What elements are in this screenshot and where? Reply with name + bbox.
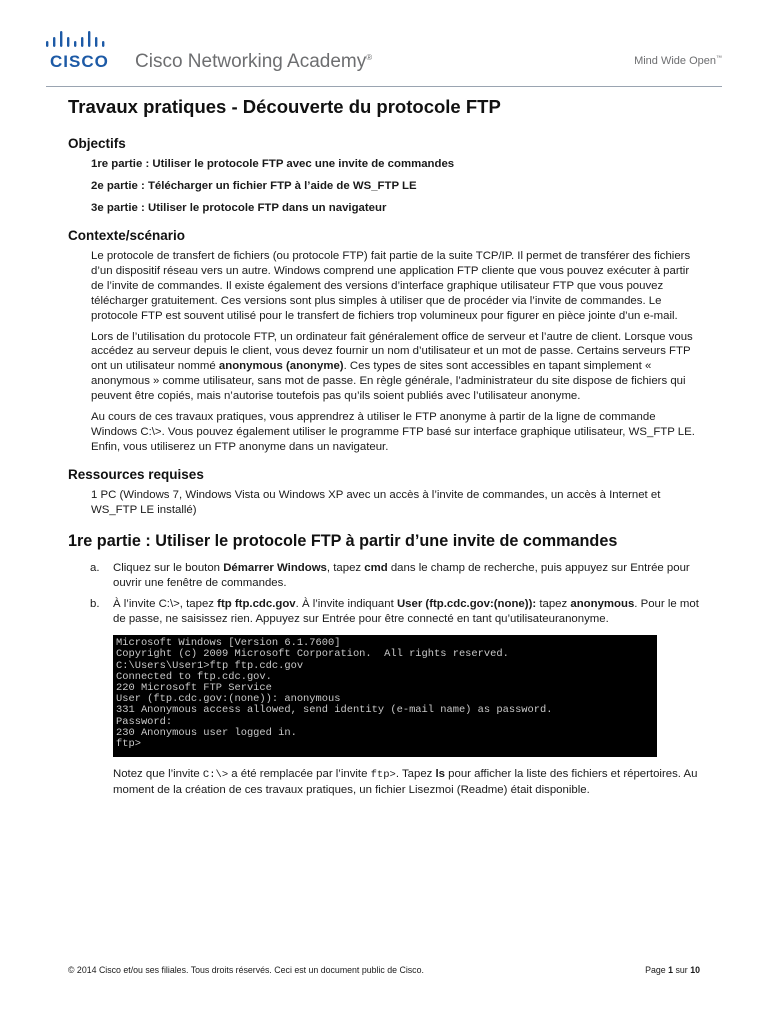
page-header	[0, 0, 768, 88]
terminal-line: Password:	[116, 715, 173, 728]
context-paragraph: Lors de l’utilisation du protocole FTP, un ordinateur fait généralement office de serveur et l’autre de client. Lorsque vous accédez au serveur depuis le client, vous devez fournir un nom d’utilisateur et un mot de passe. Certains serveurs FTP ont un utilisateur nommé anonymous (anonyme). Ces types de sites sont accessibles en tapant simplement « anonymous » comme utilisateur, sans mot de passe. En règle générale, l’administrateur du site dispose de fichiers qui peuvent être copiés, mais n’autorise toutefois pas qu’ils soient publiés avec l’utilisateur anonyme.	[91, 330, 693, 403]
objectives-heading: Objectifs	[68, 136, 126, 151]
step-a: a. Cliquez sur le bouton Démarrer Windows, tapez cmd dans le champ de recherche, puis appuyez sur Entrée pour ouvrir une fenêtre de commandes.	[90, 561, 690, 589]
context-paragraph: Le protocole de transfert de fichiers (ou protocole FTP) fait partie de la suite TCP/IP. Il permet de transférer des fichiers d’un dispositif réseau vers un autre. Windows comprend une application FTP cliente que vous pouvez exécuter à partir de l’invite de commandes. Il existe également des versions d’interface graphique utilisateur FTP que vous pouvez télécharger gratuitement. Ces versions sont plus simples à utiliser que de procéder via l’invite de commandes. Le protocole FTP est souvent utilisé pour le transfert de fichiers trop volumineux pour figurer en pièce jointe d’un e-mail.	[91, 250, 691, 322]
step-b: b. À l’invite C:\>, tapez ftp ftp.cdc.gov. À l’invite indiquant User (ftp.cdc.gov:(none)): tapez anonymous. Pour le mot de passe, ne saisissez rien. Appuyez sur Entrée pour être connecté en tant qu’utilisateuranonyme.	[90, 598, 699, 626]
tagline: Mind Wide Open™	[634, 55, 722, 67]
command-prompt-screenshot	[113, 635, 657, 757]
page-title: Travaux pratiques - Découverte du protocole FTP	[68, 96, 501, 117]
terminal-line: 331 Anonymous access allowed, send identity (e-mail name) as password.	[116, 704, 553, 717]
objective-item: 2e partie : Télécharger un fichier FTP à l’aide de WS_FTP LE	[91, 180, 417, 192]
objective-item: 3e partie : Utiliser le protocole FTP dans un navigateur	[91, 202, 387, 214]
terminal-line: ftp>	[116, 738, 141, 751]
document-body	[68, 96, 700, 804]
terminal-line: 230 Anonymous user logged in.	[116, 726, 297, 739]
context-heading: Contexte/scénario	[68, 228, 186, 243]
cisco-logo-word: CISCO	[50, 52, 109, 71]
footer-page-number: Page 1 sur 10	[645, 965, 700, 975]
resources-text: 1 PC (Windows 7, Windows Vista ou Windows XP avec un accès à l’invite de commandes, un accès à Internet et WS_FTP LE installé)	[91, 488, 661, 516]
note-paragraph: Notez que l’invite C:\> a été remplacée par l’invite ftp>. Tapez ls pour afficher la liste des fichiers et répertoires. Au moment de la création de ces travaux pratiques, un fichier Lisezmoi (Readme) était disponible.	[113, 768, 698, 797]
terminal-line: Microsoft Windows [Version 6.1.7600]	[116, 637, 341, 650]
terminal-line: 220 Microsoft FTP Service	[116, 682, 272, 695]
header-divider	[46, 86, 722, 87]
brand-name: Cisco Networking Academy®	[135, 51, 373, 72]
terminal-line: Copyright (c) 2009 Microsoft Corporation. All rights reserved.	[116, 648, 509, 661]
footer-copyright: © 2014 Cisco et/ou ses filiales. Tous droits réservés. Ceci est un document public de Cisco.	[68, 965, 424, 975]
resources-heading: Ressources requises	[68, 466, 204, 482]
terminal-line: User (ftp.cdc.gov:(none)): anonymous	[116, 693, 341, 706]
terminal-line: C:\Users\User1>ftp ftp.cdc.gov	[116, 659, 304, 672]
objective-item: 1re partie : Utiliser le protocole FTP avec une invite de commandes	[91, 158, 455, 170]
terminal-line: Connected to ftp.cdc.gov.	[116, 670, 272, 683]
part1-heading: 1re partie : Utiliser le protocole FTP à partir d’une invite de commandes	[68, 531, 618, 550]
context-paragraph: Au cours de ces travaux pratiques, vous apprendrez à utiliser le FTP anonyme à partir de la ligne de commande Windows C:\>. Vous pouvez également utiliser le programme FTP basé sur interface graphique utilisateur, WS_FTP LE. Enfin, vous utiliserez un FTP anonyme dans un navigateur.	[91, 411, 695, 453]
